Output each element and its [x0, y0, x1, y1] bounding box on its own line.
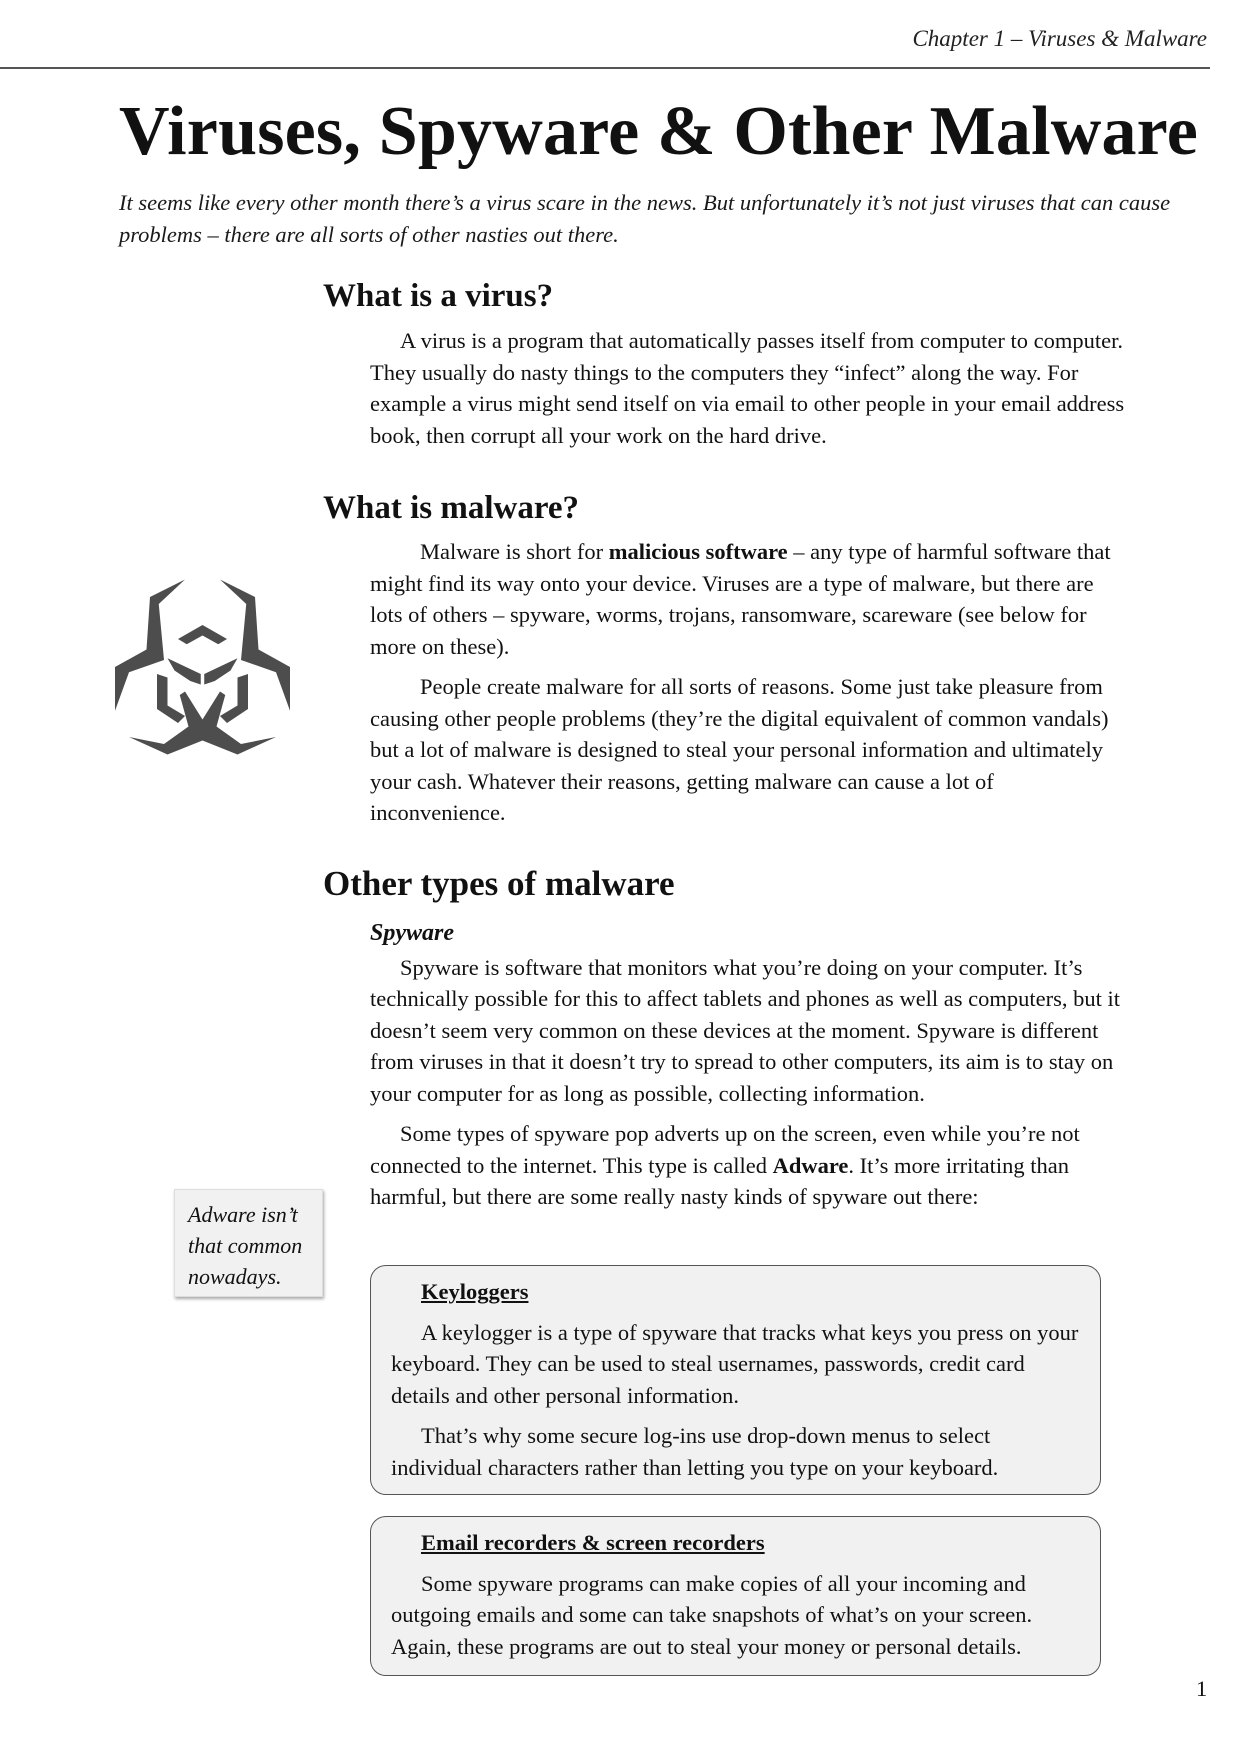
- biohazard-arm: [168, 658, 201, 684]
- spyware-paragraph-1: Spyware is software that monitors what you’re doing on your computer. It’s technically possible for this to affect tablets and phones as well as computers, but it doesn’t seem very common on these devices at the moment. Spyware is different from viruses in that it doesn’t try to spread to other computers, its aim is to stay on your computer for as long as possible, collecting information.: [370, 954, 1121, 1106]
- heading-what-is-a-virus: What is a virus?: [323, 278, 554, 314]
- adware-term: Adware: [772, 1152, 849, 1178]
- sidenote-adware: Adware isn’t that common nowadays.: [174, 1189, 323, 1297]
- biohazard-arm: [204, 658, 237, 684]
- callout-keyloggers-title: Keyloggers: [421, 1279, 529, 1304]
- page-title: Viruses, Spyware & Other Malware: [119, 93, 1198, 170]
- callout-keyloggers-paragraph-2: That’s why some secure log-ins use drop-down menus to select individual characters rather than letting you type on your keyboard.: [391, 1423, 999, 1480]
- biohazard-arm: [220, 580, 290, 711]
- malware-p1-bold: malicious software: [608, 539, 788, 564]
- callout-recorders-paragraph: Some spyware programs can make copies of all your incoming and outgoing emails and some can take snapshots of what’s on your screen. Again, these programs are out to steal your money or personal details.: [391, 1570, 1033, 1659]
- malware-p1-text: Malware is short for: [420, 539, 609, 564]
- malware-section-body: [370, 536, 1130, 838]
- biohazard-icon: [115, 578, 290, 756]
- callout-recorders: [370, 1516, 1101, 1676]
- biohazard-arm: [178, 625, 227, 644]
- subheading-spyware: Spyware: [370, 920, 454, 946]
- spyware-p2-text: Some types of spyware pop adverts up on the screen, even while you’re not connected to the internet. This type is called: [370, 1121, 1080, 1178]
- virus-section-body: [370, 325, 1130, 460]
- biohazard-arm: [129, 692, 276, 755]
- biohazard-arm: [115, 580, 185, 711]
- malware-p1-text-after: – any type of harmful software that might find its way onto your device. Viruses are a type of malware, but there are lots of others – spyware, worms, trojans, ransomware, scareware (see below for more on these).: [370, 539, 1111, 659]
- intro-paragraph: It seems like every other month there’s a virus scare in the news. But unfortunately it’s not just viruses that can cause problems – there are all sorts of other nasties out there.: [119, 190, 1171, 247]
- callout-keyloggers-paragraph-1: A keylogger is a type of spyware that tracks what keys you press on your keyboard. They can be used to steal usernames, passwords, credit card details and other personal information.: [391, 1319, 1079, 1408]
- spyware-p2-text-after: . It’s more irritating than harmful, but there are some really nasty kinds of spyware out there:: [370, 1152, 1069, 1209]
- heading-other-types: Other types of malware: [323, 864, 675, 903]
- callout-recorders-title: Email recorders & screen recorders: [421, 1530, 765, 1555]
- header-rule: [0, 67, 1210, 69]
- virus-paragraph: A virus is a program that automatically passes itself from computer to computer. They usually do nasty things to the computers they “infect” along the way. For example a virus might send itself on via email to other people in your email address book, then corrupt all your work on the hard drive.: [370, 328, 1125, 448]
- heading-what-is-malware: What is malware?: [323, 490, 580, 526]
- malware-paragraph-1: [370, 536, 1130, 662]
- callout-keyloggers: [370, 1265, 1101, 1495]
- page-number: 1: [1196, 1676, 1208, 1701]
- running-header: Chapter 1 – Viruses & Malware: [912, 26, 1207, 51]
- malware-paragraph-2: People create malware for all sorts of reasons. Some just take pleasure from causing other people problems (they’re the digital equivalent of common vandals) but a lot of malware is designed to steal your personal information and ultimately your cash. Whatever their reasons, getting malware can cause a lot of inconvenience.: [370, 674, 1109, 825]
- spyware-paragraph-2: [370, 1118, 1130, 1213]
- other-types-body: [370, 918, 1130, 1222]
